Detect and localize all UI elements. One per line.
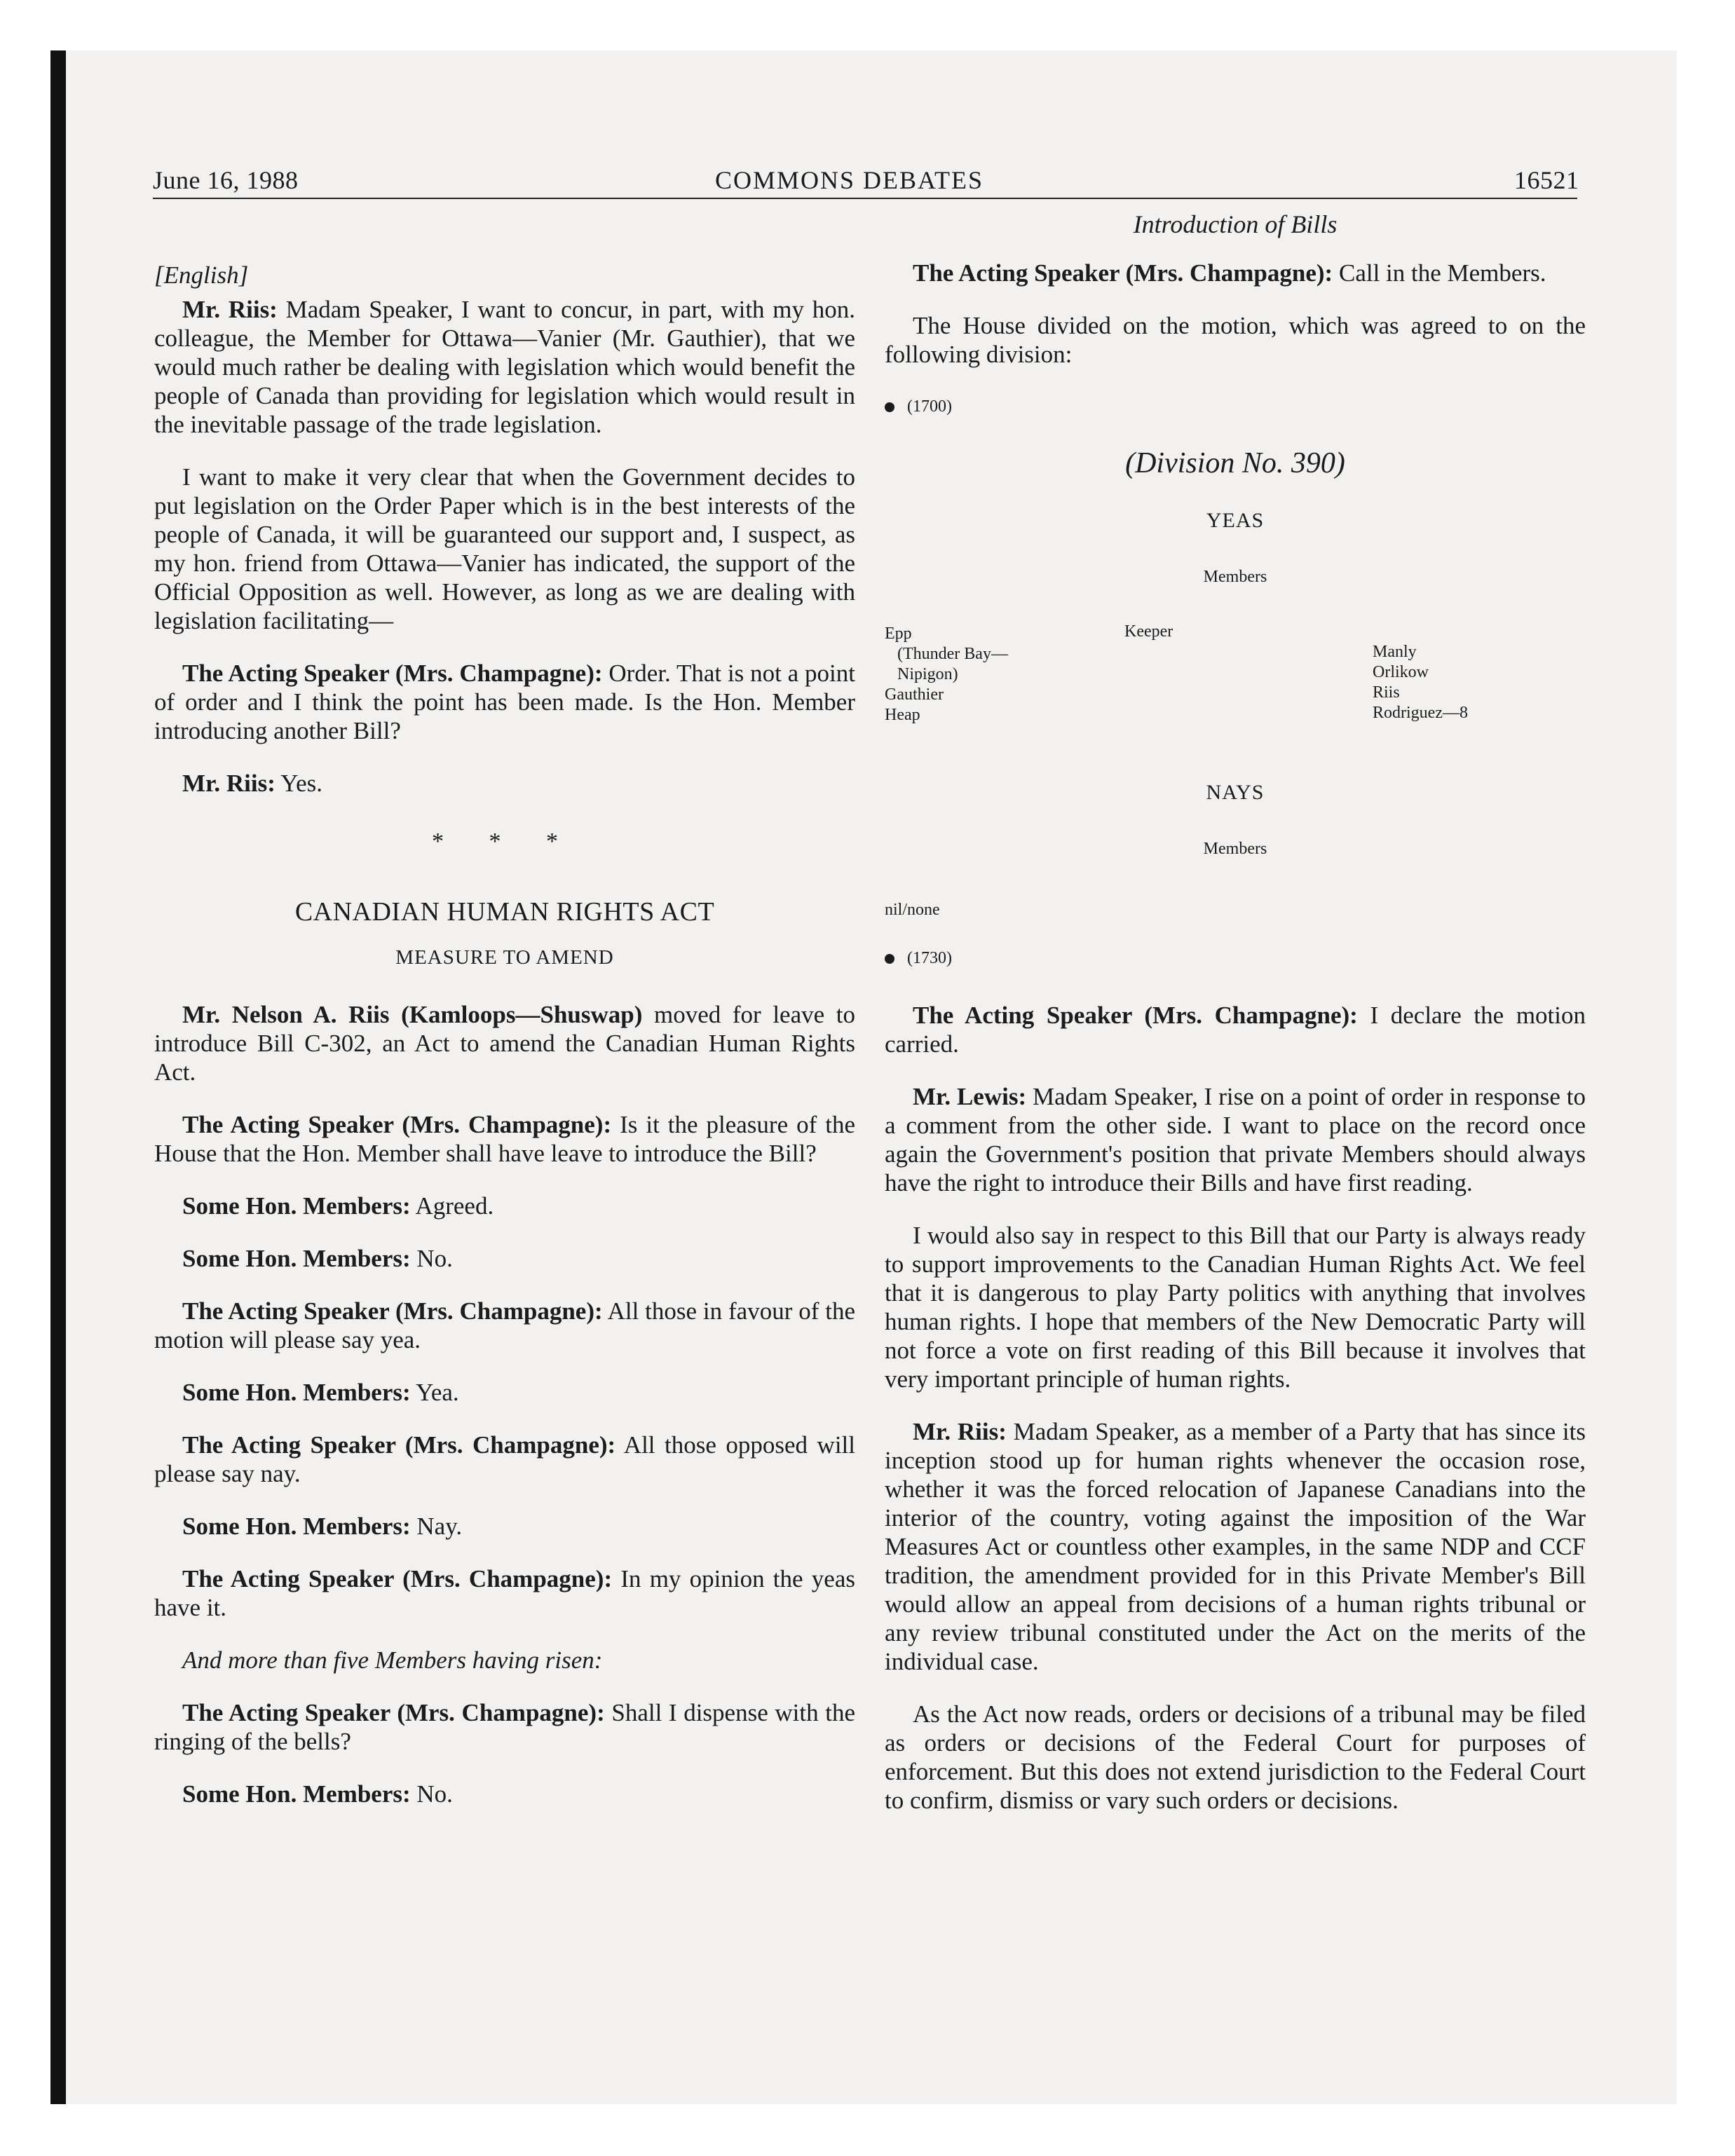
left-column xyxy=(154,261,855,1832)
speech: Madam Speaker, I want to concur, in part, with my hon. colleague, the Member for Ottawa—Vanier (Mr. Gauthier), that we would much rather be dealing with legislation which would benefit the people of Canada than providing for legislation which would result in the inevitable passage of the trade legislation. xyxy=(154,296,855,438)
speaker: Some Hon. Members: xyxy=(182,1379,411,1406)
paragraph xyxy=(885,1001,1586,1058)
speech: Yes. xyxy=(275,770,322,797)
nays-members-heading: Members xyxy=(1203,840,1267,858)
speech: Madam Speaker, I rise on a point of order in response to a comment from the other side. I want to place on the record once again the Government's position that private Members should always have the right to introduce their Bills and have first reading. xyxy=(885,1083,1586,1196)
bullet-icon xyxy=(885,402,894,412)
speech: I declare the motion carried. xyxy=(885,1002,1586,1058)
header-date: June 16, 1988 xyxy=(153,166,299,194)
section-separator: * * * xyxy=(432,828,578,854)
speech: Is it the pleasure of the House that the Hon. Member shall have leave to introduce the Bill? xyxy=(154,1111,855,1167)
division-title: (Division No. 390) xyxy=(1125,447,1345,479)
header-rule xyxy=(153,198,1577,199)
time-label: (1730) xyxy=(907,949,952,967)
speaker: Some Hon. Members: xyxy=(182,1192,411,1220)
member-riding: (Thunder Bay— xyxy=(897,645,1008,663)
speech: Call in the Members. xyxy=(1333,259,1546,287)
member-riding: Nipigon) xyxy=(897,665,958,683)
member-name: Orlikow xyxy=(1373,663,1429,681)
speech: Order. That is not a point of order and I think the point has been made. Is the Hon. Member introducing another Bill? xyxy=(154,660,855,744)
running-head: Introduction of Bills xyxy=(1133,210,1338,238)
paragraph xyxy=(885,1082,1586,1197)
speech: No. xyxy=(410,1780,453,1808)
speech: Agreed. xyxy=(410,1192,494,1220)
paragraph: As the Act now reads, orders or decisions of a tribunal may be filed as orders or decisions of the Federal Court for purposes of enforcement. But this does not extend jurisdiction to the Federal Court to confirm, dismiss or vary such orders or decisions. xyxy=(885,1700,1586,1814)
speaker: The Acting Speaker (Mrs. Champagne): xyxy=(913,259,1333,287)
paragraph xyxy=(154,1564,855,1622)
paragraph xyxy=(154,1192,855,1220)
speech: Nay. xyxy=(410,1513,463,1540)
paragraph: I would also say in respect to this Bill that our Party is always ready to support improvements to the Canadian Human Rights Act. We feel that it is dangerous to play Party politics with anything that involves human rights. I hope that members of the New Democratic Party will not force a vote on first reading of this Bill because it involves that very important principle of human rights. xyxy=(885,1222,1586,1393)
time-marker xyxy=(885,393,1586,421)
member-name: Rodriguez—8 xyxy=(1373,704,1468,722)
member-name: Riis xyxy=(1373,683,1400,702)
right-column xyxy=(885,210,1586,1838)
speech: No. xyxy=(410,1245,453,1272)
paragraph xyxy=(154,1297,855,1354)
paragraph xyxy=(154,1244,855,1273)
stage-direction: And more than five Members having risen: xyxy=(182,1646,603,1674)
language-tag: [English] xyxy=(154,261,249,289)
speaker: Mr. Lewis: xyxy=(913,1083,1027,1110)
speaker: Some Hon. Members: xyxy=(182,1513,411,1540)
yeas-column-1 xyxy=(885,624,1008,725)
paragraph: I want to make it very clear that when the Government decides to put legislation on the Order Paper which is in the best interests of the people of Canada, it will be guaranteed our support and, I suspect, as my hon. friend from Ottawa—Vanier has indicated, the support of the Official Opposition as well. However, as long as we are dealing with legislation facilitating— xyxy=(154,463,855,634)
speech: In my opinion the yeas have it. xyxy=(154,1565,855,1621)
speaker: The Acting Speaker (Mrs. Champagne): xyxy=(182,1699,605,1726)
yeas-column-2 xyxy=(1124,622,1173,642)
speech: All those in favour of the motion will please say yea. xyxy=(154,1297,855,1353)
bullet-icon xyxy=(885,954,894,964)
speaker: Mr. Riis: xyxy=(913,1418,1007,1445)
speaker: Some Hon. Members: xyxy=(182,1780,411,1808)
speaker: The Acting Speaker (Mrs. Champagne): xyxy=(182,1297,603,1325)
nays-heading: NAYS xyxy=(1206,781,1265,804)
paragraph xyxy=(154,1378,855,1407)
paragraph xyxy=(154,1698,855,1756)
yeas-heading: YEAS xyxy=(1206,509,1265,532)
speech: Madam Speaker, as a member of a Party that has since its inception stood up for human rights whenever the occasion rose, whether it was the forced relocation of Japanese Canadians into the interior of the country, voting against the imposition of the War Measures Act or countless other examples, in the same NDP and CCF tradition, the amendment provided for in this Private Member's Bill would allow an appeal from decisions of a human rights tribunal or any review tribunal constituted under the Act on the merits of the individual case. xyxy=(885,1418,1586,1675)
yeas-column-3 xyxy=(1373,642,1468,723)
speaker: The Acting Speaker (Mrs. Champagne): xyxy=(182,1111,612,1138)
member-name: Manly xyxy=(1373,643,1417,661)
header-page-number: 16521 xyxy=(1514,166,1579,194)
paragraph xyxy=(154,659,855,745)
time-marker xyxy=(885,944,1586,973)
speech: All those opposed will please say nay. xyxy=(154,1431,855,1487)
paragraph xyxy=(154,1110,855,1168)
speaker: Mr. Riis: xyxy=(182,296,278,323)
speech: moved for leave to introduce Bill C-302, an Act to amend the Canadian Human Rights Act. xyxy=(154,1001,855,1086)
speaker: The Acting Speaker (Mrs. Champagne): xyxy=(182,1565,613,1592)
member-name: Gauthier xyxy=(885,685,944,704)
speech: Yea. xyxy=(410,1379,459,1406)
paragraph xyxy=(154,1000,855,1086)
member-name: Heap xyxy=(885,706,920,724)
speaker: The Acting Speaker (Mrs. Champagne): xyxy=(182,660,603,687)
member-name: Epp xyxy=(885,625,912,643)
speaker: Mr. Nelson A. Riis (Kamloops—Shuswap) xyxy=(182,1001,643,1028)
header-title: COMMONS DEBATES xyxy=(715,166,984,194)
paragraph xyxy=(885,1417,1586,1676)
speaker: The Acting Speaker (Mrs. Champagne): xyxy=(182,1431,616,1459)
paragraph xyxy=(154,1780,855,1808)
paragraph xyxy=(154,1512,855,1541)
speaker: Mr. Riis: xyxy=(182,770,275,797)
scan-edge xyxy=(50,50,66,2104)
section-subtitle: MEASURE TO AMEND xyxy=(395,946,614,969)
paragraph xyxy=(154,1431,855,1488)
yeas-list xyxy=(885,624,1586,750)
section-title: CANADIAN HUMAN RIGHTS ACT xyxy=(294,897,715,927)
paragraph xyxy=(154,769,855,798)
nays-value: nil/none xyxy=(885,901,940,919)
paragraph: The House divided on the motion, which was agreed to on the following division: xyxy=(885,312,1586,368)
speaker: Some Hon. Members: xyxy=(182,1245,411,1272)
speaker: The Acting Speaker (Mrs. Champagne): xyxy=(913,1002,1358,1029)
paragraph xyxy=(885,259,1586,287)
member-name: Keeper xyxy=(1124,622,1173,641)
paragraph xyxy=(154,295,855,439)
time-label: (1700) xyxy=(907,397,952,416)
speech: Shall I dispense with the ringing of the bells? xyxy=(154,1699,855,1755)
yeas-members-heading: Members xyxy=(1203,568,1267,586)
